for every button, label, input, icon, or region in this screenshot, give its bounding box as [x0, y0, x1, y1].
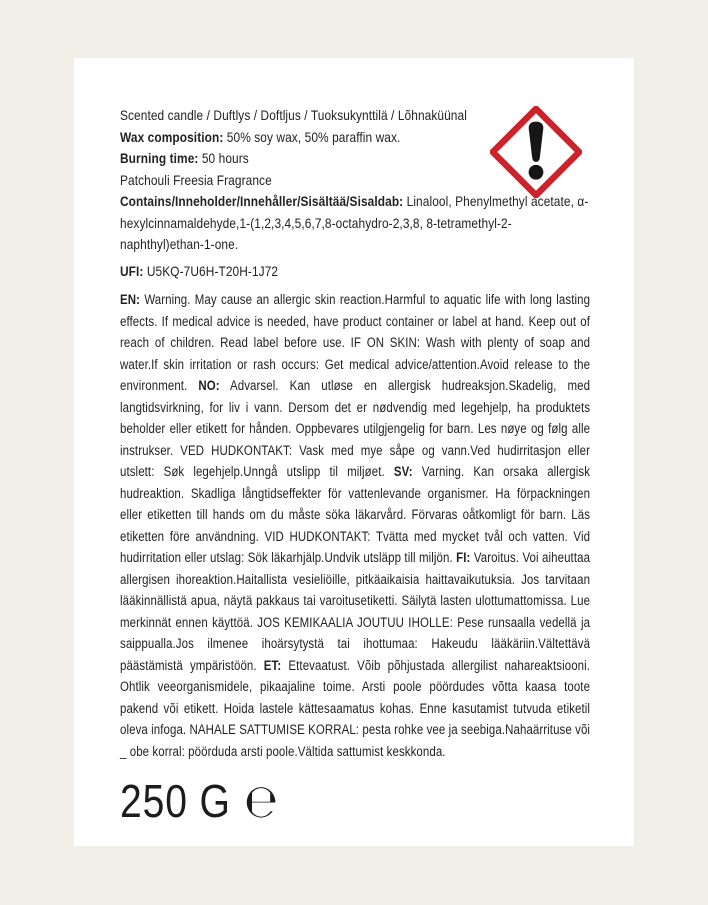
wax-composition-label: Wax composition: [120, 128, 224, 145]
product-name-line: Scented candle / Duftlys / Doftljus / Tuoksukynttilä / Lõhnaküünal [120, 107, 467, 123]
wax-composition-line [120, 127, 590, 149]
product-label [74, 58, 634, 846]
lang-code-no: NO: [198, 378, 220, 393]
fragrance-line: Patchouli Freesia Fragrance [120, 171, 272, 188]
ufi-label: UFI: [120, 262, 144, 279]
wax-composition-value: 50% soy wax, 50% paraffin wax. [226, 128, 401, 145]
net-weight [120, 776, 590, 826]
net-weight-value: 250 G [120, 775, 231, 827]
warning-text-en: Warning. May cause an allergic skin reaction.Harmful to aquatic life with long lasting effects. If medical advice is needed, have product container or label at hand. Keep out of reach of children. Read label before use. IF ON SKIN: Wash with plenty of soap and water.If skin irritation or rash occurs: Get medical advice/attention.Avoid release to the environment. [120, 292, 591, 393]
estimated-sign-icon: ℮ [244, 774, 279, 828]
warning-text-sv: Varning. Kan orsaka allergisk hudreaktion. Skadliga långtidseffekter för vattenlevande organismer. Ha förpackningen eller etiketten till hands om du måste söka läkarvård. Förvaras oåtkomligt för barn. Läs etiketten före användning. VID HUDKONTAKT: Tvätta med mycket tvål och vatten. Vid hudirritation eller utslag: Sök läkarhjälp.Undvik utsläpp till miljön. [120, 464, 591, 565]
ufi-line [120, 261, 590, 283]
lang-code-et: ET: [263, 657, 282, 673]
contains-label: Contains/Inneholder/Innehåller/Sisältää/Sisaldab: [120, 193, 404, 209]
lang-code-sv: SV: [393, 464, 413, 479]
warning-text-no: Advarsel. Kan utløse en allergisk hudreaksjon.Skadelig, med langtidsvirkning, for liv i vann. Dersom det er nødvendig med legehjelp, ha produktets beholder eller etikett for hånden. Oppbevares utilgjengelig for barn. Les nøye og følg alle instrukser. VED HUDKONTAKT: Vask med mye såpe og vann.Ved hudirritasjon eller utslett: Søk legehjelp.Unngå utslipp til miljøet. [120, 378, 591, 479]
burning-time-value: 50 hours [201, 150, 249, 166]
burning-time-line [120, 148, 590, 170]
contains-line [120, 191, 590, 256]
contains-value: Linalool, Phenylmethyl acetate, α-hexylcinnamaldehyde,1-(1,2,3,4,5,6,7,8-octahydro-2,3,8, 8-tetramethyl-2-naphthyl)ethan-1-one. [120, 193, 589, 252]
lang-code-en: EN: [120, 292, 141, 307]
warning-paragraph [120, 289, 590, 762]
warning-text-et: Ettevaatust. Võib põhjustada allergilist nahareaktsiooni. Ohtlik veeorganismidele, pikaajaline toime. Arsti poole pöördudes võtta kaasa toote pakend või etikett. Hoida lastele kättesaamatus kohas. Enne kasutamist tutvuda etiketil oleva infoga. NAHALE SATTUMISE KORRAL: pesta rohke vee ja seebiga.Nahaärrituse või _ obe korral: pöörduda arsti poole.Vältida sattumist keskkonda. [120, 657, 591, 759]
warning-text-fi: Varoitus. Voi aiheuttaa allergisen ihoreaktion.Haitallista vesieliöille, pitkäaikaisia haittavaikutuksia. Jos tarvitaan lääkinnällistä apua, näytä pakkaus tai varoitusetiketti. Säilytä lasten ulottumattomissa. Lue merkinnät ennen käyttöä. JOS KEMIKAALIA JOUTUU IHOLLE: Pese runsaalla vedellä ja saippualla.Jos ilmenee ihoärsytystä tai ihottumaa: Hakeudu lääkäriin.Vältettävä päästämistä ympäristöön. [120, 550, 591, 673]
burning-time-label: Burning time: [120, 150, 199, 166]
lang-code-fi: FI: [456, 550, 471, 565]
label-content [120, 105, 590, 826]
ufi-value: U5KQ-7U6H-T20H-1J72 [146, 262, 279, 279]
